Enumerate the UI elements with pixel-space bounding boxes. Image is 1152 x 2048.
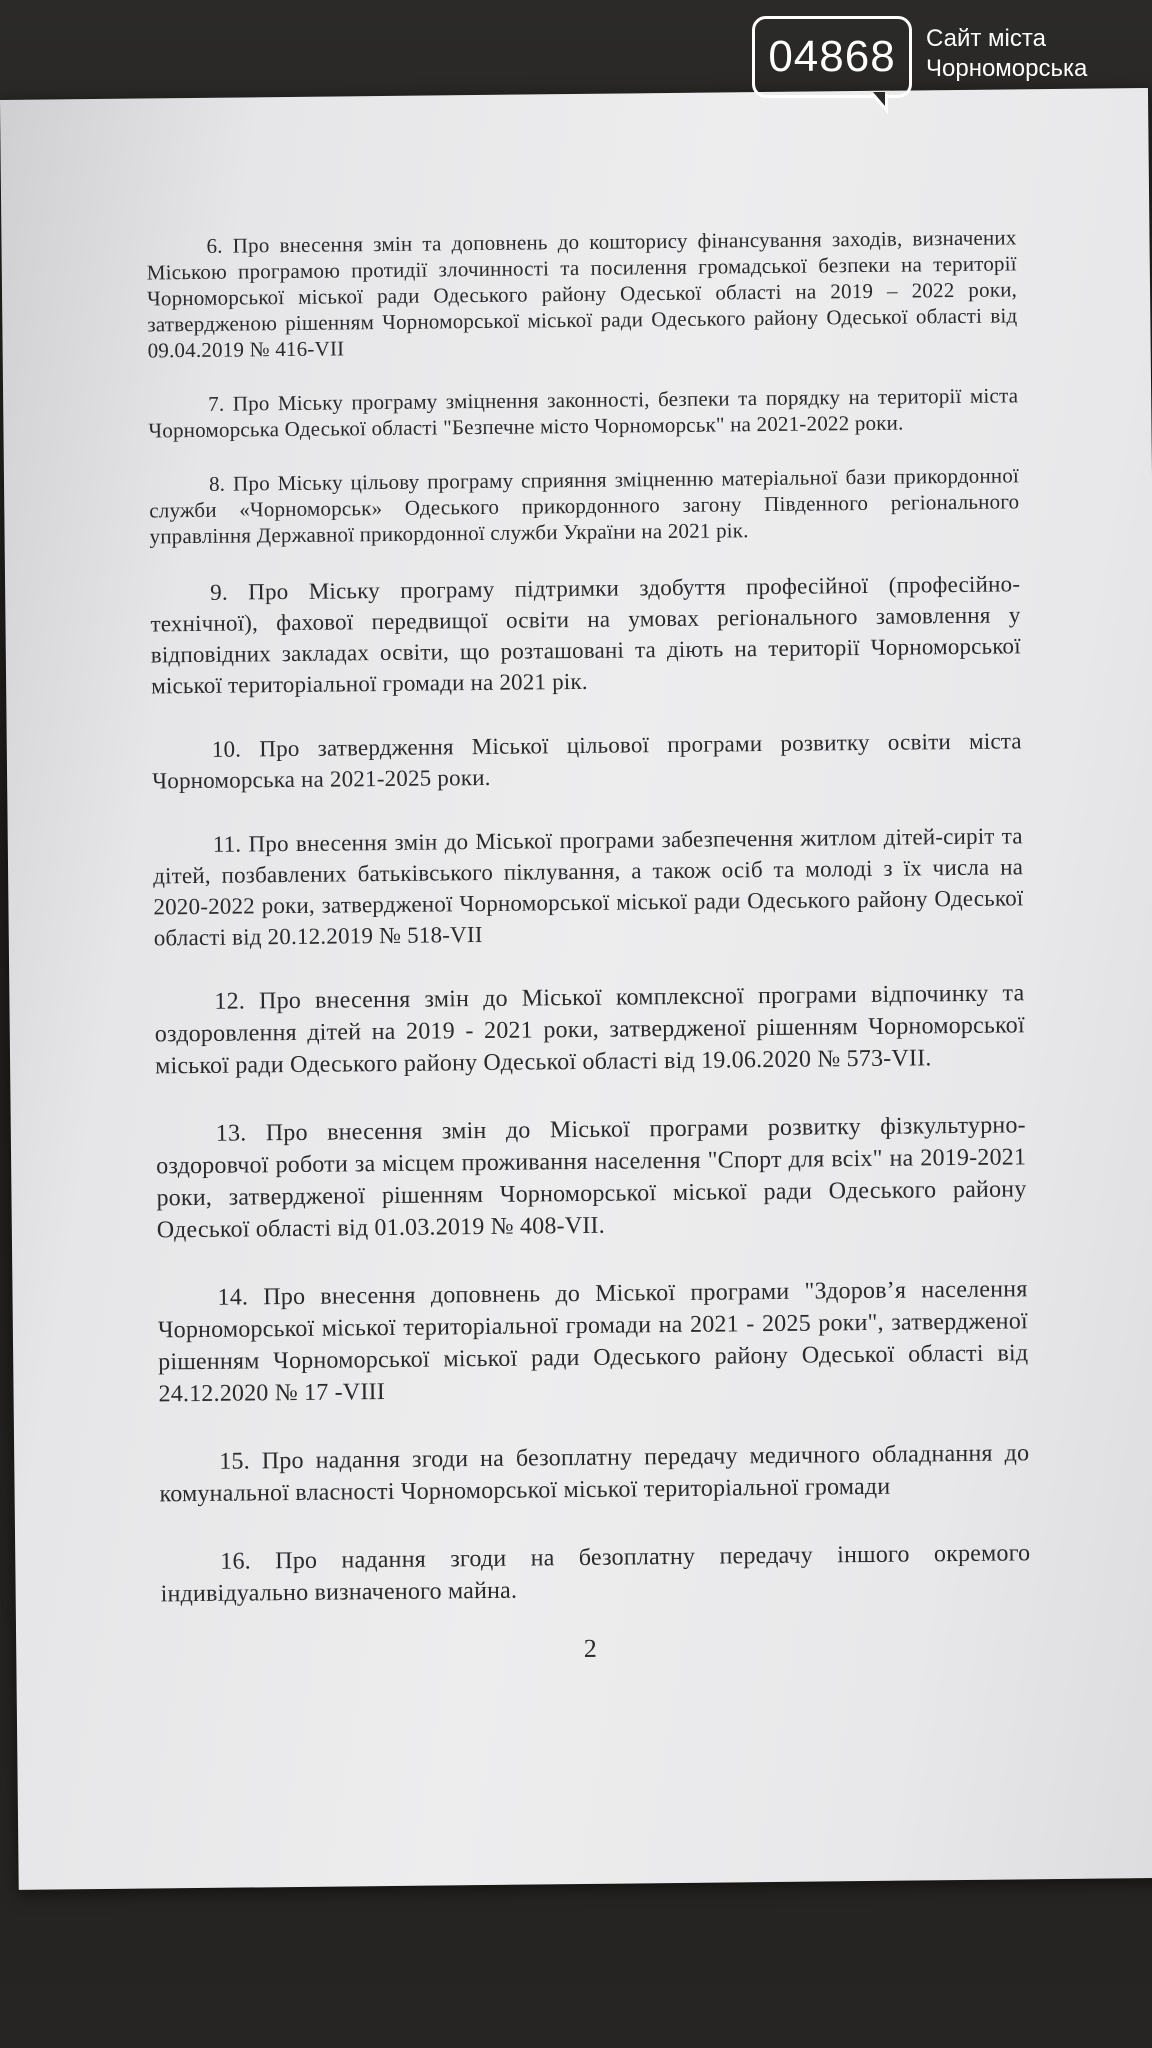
document-page xyxy=(0,88,1152,1890)
agenda-item-10: 10. Про затвердження Міської цільової програми розвитку освіти міста Чорноморська на 2021-2025 роки. xyxy=(152,728,1022,794)
agenda-item-12: 12. Про внесення змін до Міської комплексної програми відпочинку та оздоровлення дітей на 2019 - 2021 роки, затвердженої рішенням Чорноморської міської ради Одеського району Одеської області від 19.06.2020 № 573-VII. xyxy=(154,980,1025,1080)
watermark-caption xyxy=(926,24,1087,84)
watermark-line-1: Сайт міста xyxy=(926,25,1046,52)
watermark-line-2: Чорноморська xyxy=(926,55,1088,82)
watermark-badge: 04868 xyxy=(752,16,912,98)
agenda-item-7: 7. Про Міську програму зміцнення законності, безпеки та порядку на території міста Чорноморська Одеської області "Безпечне місто Чорноморськ" на 2021-2022 роки. xyxy=(148,383,1019,443)
agenda-item-15: 15. Про надання згоди на безоплатну передачу медичного обладнання до комунальної власності Чорноморської міської територіальної громади xyxy=(159,1440,1030,1508)
agenda-item-8: 8. Про Міську цільову програму сприяння зміцненню матеріальної бази прикордонної служби «Чорноморськ» Одеського прикордонного загону Південного регіонального управління Державної прикордонної служби України на 2021 рік. xyxy=(149,463,1020,549)
agenda-item-16: 16. Про надання згоди на безоплатну передачу іншого окремого індивідуально визначеного майна. xyxy=(160,1540,1031,1608)
agenda-item-11: 11. Про внесення змін до Міської програми забезпечення житлом дітей-сиріт та дітей, позбавлених батьківського піклування, а також осіб та молоді з їх числа на 2020-2022 роки, затвердженої Чорноморської міської ради Одеського району Одеської області від 20.12.2019 № 518-VII xyxy=(153,823,1024,951)
agenda-item-14: 14. Про внесення доповнень до Міської програми "Здоров’я населення Чорноморської міської територіальної громади на 2021 - 2025 роки", затвердженої рішенням Чорноморської міської ради Одеського району Одеської області від 24.12.2020 № 17 -VIII xyxy=(157,1276,1029,1408)
agenda-item-9: 9. Про Міську програму підтримки здобуття професійної (професійно-технічної), фахової передвищої освіти на умовах регіонального замовлення у відповідних закладах освіти, що розташовані та діють на території Чорноморської міської територіальної громади на 2021 рік. xyxy=(150,571,1021,699)
site-watermark xyxy=(746,10,1146,114)
document-body xyxy=(146,224,1031,1646)
agenda-item-13: 13. Про внесення змін до Міської програми розвитку фізкультурно-оздоровчої роботи за місцем проживання населення "Спорт для всіх" на 2019-2021 роки, затвердженої рішенням Чорноморської міської ради Одеського району Одеської області від 01.03.2019 № 408-VII. xyxy=(156,1112,1027,1244)
page-number: 2 xyxy=(583,1633,597,1663)
agenda-item-6: 6. Про внесення змін та доповнень до кошторису фінансування заходів, визначених Міською програмою протидії злочинності та посилення громадської безпеки на території Чорноморської міської ради Одеського району Одеської області на 2019 – 2022 роки, затвердженою рішенням Чорноморської міської ради Одеського району Одеської області від 09.04.2019 № 416-VII xyxy=(146,225,1018,363)
